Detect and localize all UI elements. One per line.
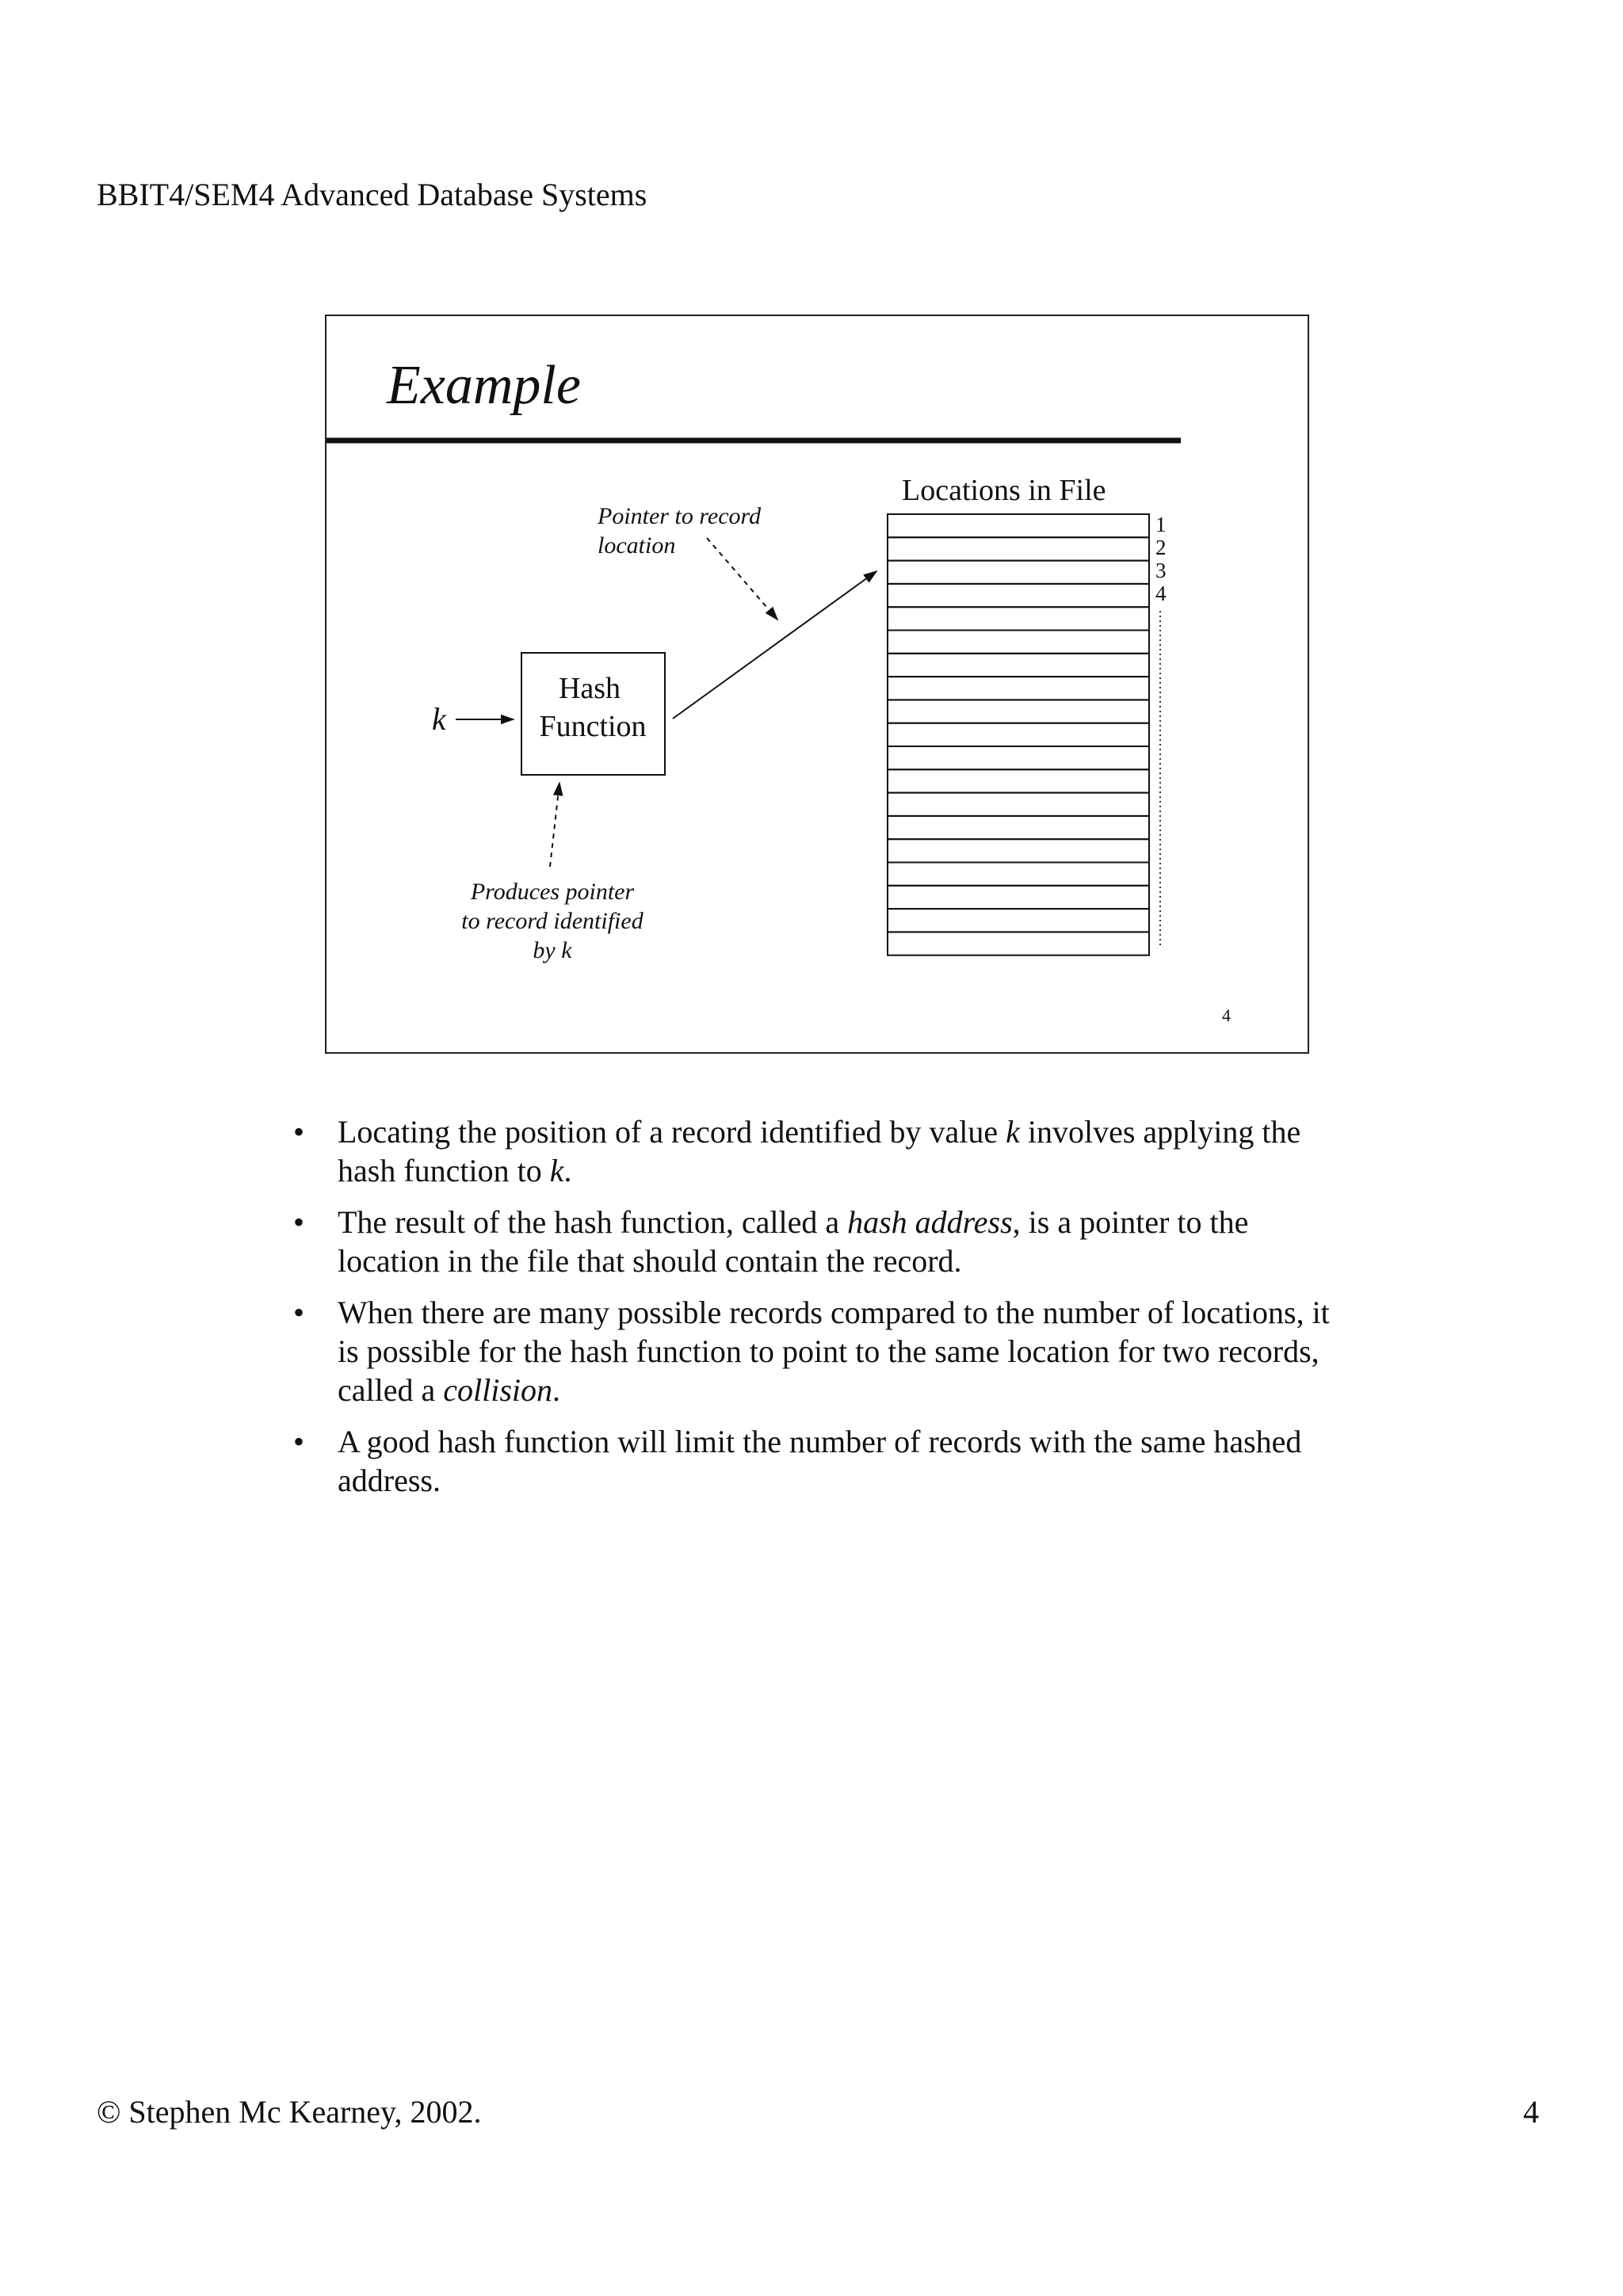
file-location-slot <box>888 839 1149 862</box>
bullet-text: When there are many possible records compared to the number of locations, it is possible for the hash function to point to the same location for two records, called a collision. <box>338 1295 1330 1408</box>
file-location-slot <box>888 677 1149 700</box>
slide-frame <box>325 315 1309 1054</box>
bullet-marker: • <box>293 1424 305 1459</box>
location-number-list <box>1155 513 1167 605</box>
bullet-marker: • <box>293 1295 305 1330</box>
file-location-slot <box>888 537 1149 560</box>
bullet-item <box>292 1293 1346 1409</box>
hash-function-label-line1: Hash <box>558 672 621 705</box>
location-number: 1 <box>1155 513 1167 536</box>
page-number: 4 <box>1523 2094 1539 2130</box>
bullet-marker: • <box>293 1204 305 1240</box>
file-location-slot <box>888 816 1149 839</box>
bullet-text: A good hash function will limit the number of records with the same hashed address. <box>338 1424 1302 1498</box>
produces-note-arrow <box>550 783 559 867</box>
bullet-text: Locating the position of a record identified by value k involves applying the hash function to k. <box>338 1114 1301 1188</box>
hash-function-label-line2: Function <box>539 710 647 743</box>
bullet-item <box>292 1112 1346 1190</box>
bullet-list <box>292 1112 1346 1512</box>
course-header: BBIT4/SEM4 Advanced Database Systems <box>97 177 647 212</box>
file-location-slot <box>888 723 1149 746</box>
file-location-slot <box>888 561 1149 584</box>
file-location-slot <box>888 932 1149 955</box>
hash-address-arrow <box>673 571 876 719</box>
bullet-marker: • <box>293 1114 305 1150</box>
file-location-slot <box>888 607 1149 630</box>
bullet-item <box>292 1422 1346 1500</box>
file-location-slot <box>888 584 1149 607</box>
file-location-slot <box>888 793 1149 816</box>
file-location-slot <box>888 514 1149 537</box>
location-number: 3 <box>1155 559 1167 582</box>
file-location-slot <box>888 631 1149 654</box>
file-location-slot <box>888 746 1149 769</box>
file-location-slot <box>888 909 1149 932</box>
bullet-item <box>292 1203 1346 1280</box>
file-location-slot <box>888 700 1149 723</box>
location-number: 2 <box>1155 536 1167 559</box>
bullet-text: The result of the hash function, called a hash address, is a pointer to the location in the file that should contain the record. <box>338 1204 1249 1279</box>
pointer-note-line2: location <box>598 532 676 559</box>
produces-note-line3: by k <box>533 937 572 963</box>
file-location-slot <box>888 886 1149 909</box>
produces-note-line2: to record identified <box>461 908 643 934</box>
file-location-slot <box>888 654 1149 677</box>
slide-number: 4 <box>1222 1005 1231 1025</box>
file-location-slots <box>888 514 1149 955</box>
pointer-note-line1: Pointer to record <box>598 503 762 529</box>
hash-function-diagram <box>327 316 1311 1055</box>
copyright-footer: © Stephen Mc Kearney, 2002. <box>97 2094 482 2130</box>
slide-title: Example <box>387 355 581 416</box>
file-location-slot <box>888 769 1149 792</box>
location-number: 4 <box>1155 582 1167 605</box>
file-title: Locations in File <box>902 474 1106 507</box>
key-label: k <box>432 701 446 737</box>
file-location-slot <box>888 863 1149 886</box>
produces-note-line1: Produces pointer <box>470 879 635 905</box>
pointer-note-arrow <box>707 538 777 620</box>
